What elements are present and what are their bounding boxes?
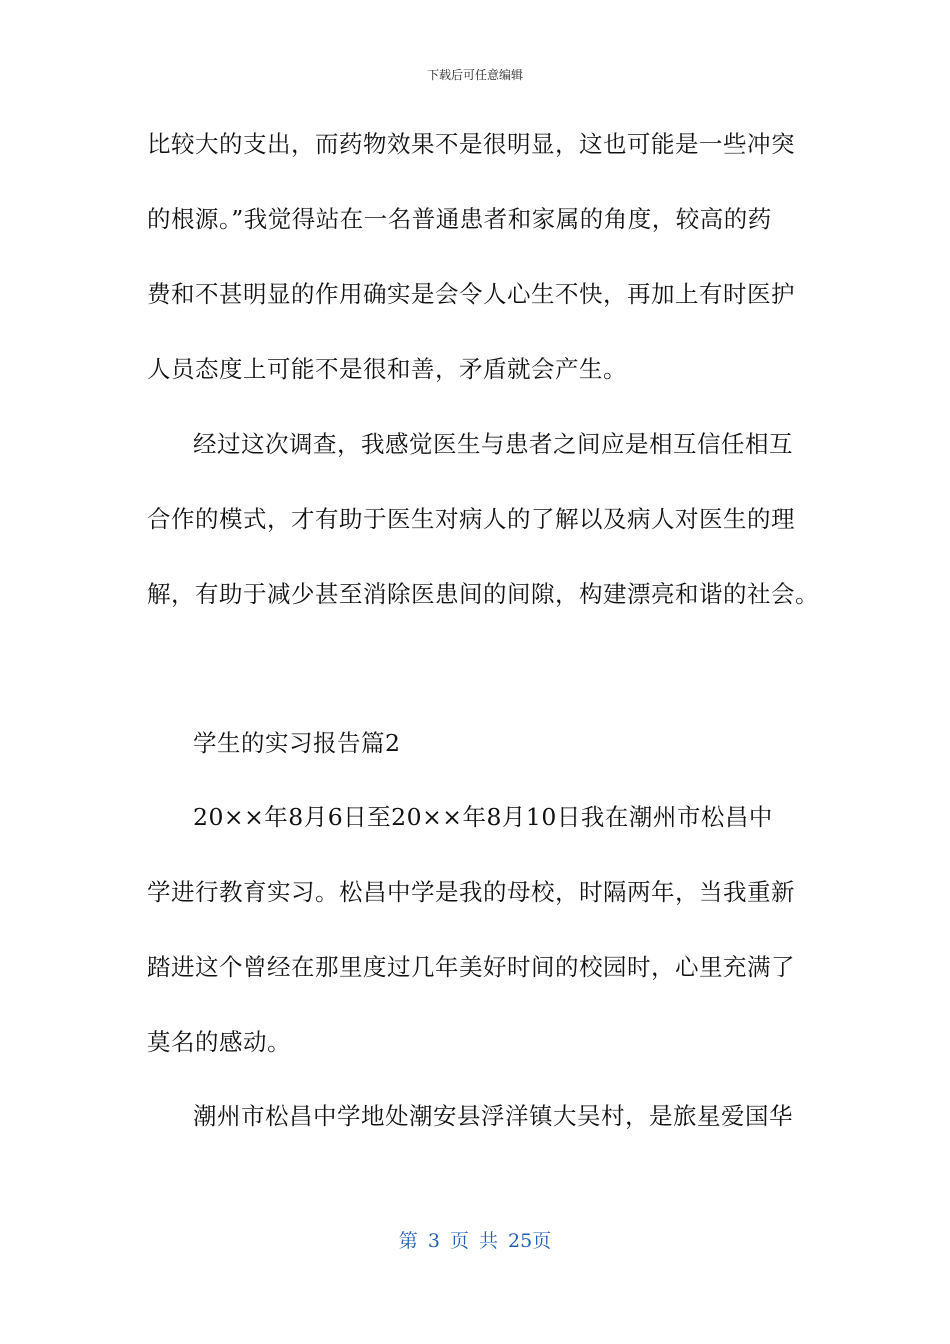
body-line: 费和不甚明显的作用确实是会令人心生不快，再加上有时医护 — [147, 280, 795, 308]
body-line: 合作的模式，才有助于医生对病人的了解以及病人对医生的理 — [147, 505, 795, 533]
body-line: 莫名的感动。 — [147, 1028, 291, 1056]
body-line: 潮州市松昌中学地处潮安县浮洋镇大吴村，是旅星爱国华 — [193, 1102, 793, 1130]
page-footer: 第 3 页 共 25页 — [398, 1230, 552, 1252]
body-line: 经过这次调查，我感觉医生与患者之间应是相互信任相互 — [193, 430, 793, 458]
body-line: 20××年8月6日至20××年8月10日我在潮州市松昌中 — [193, 803, 773, 831]
body-line: 人员态度上可能不是很和善，矛盾就会产生。 — [147, 355, 627, 383]
body-line: 踏进这个曾经在那里度过几年美好时间的校园时，心里充满了 — [147, 953, 795, 981]
body-line: 学进行教育实习。松昌中学是我的母校，时隔两年，当我重新 — [147, 878, 795, 906]
section-heading: 学生的实习报告篇2 — [193, 729, 401, 757]
body-line: 解，有助于减少甚至消除医患间的间隙，构建漂亮和谐的社会。 — [147, 580, 819, 608]
body-line: 的根源。”我觉得站在一名普通患者和家属的角度，较高的药 — [147, 205, 772, 233]
body-line: 比较大的支出，而药物效果不是很明显，这也可能是一些冲突 — [147, 130, 795, 158]
page-header: 下载后可任意编辑 — [426, 68, 523, 82]
